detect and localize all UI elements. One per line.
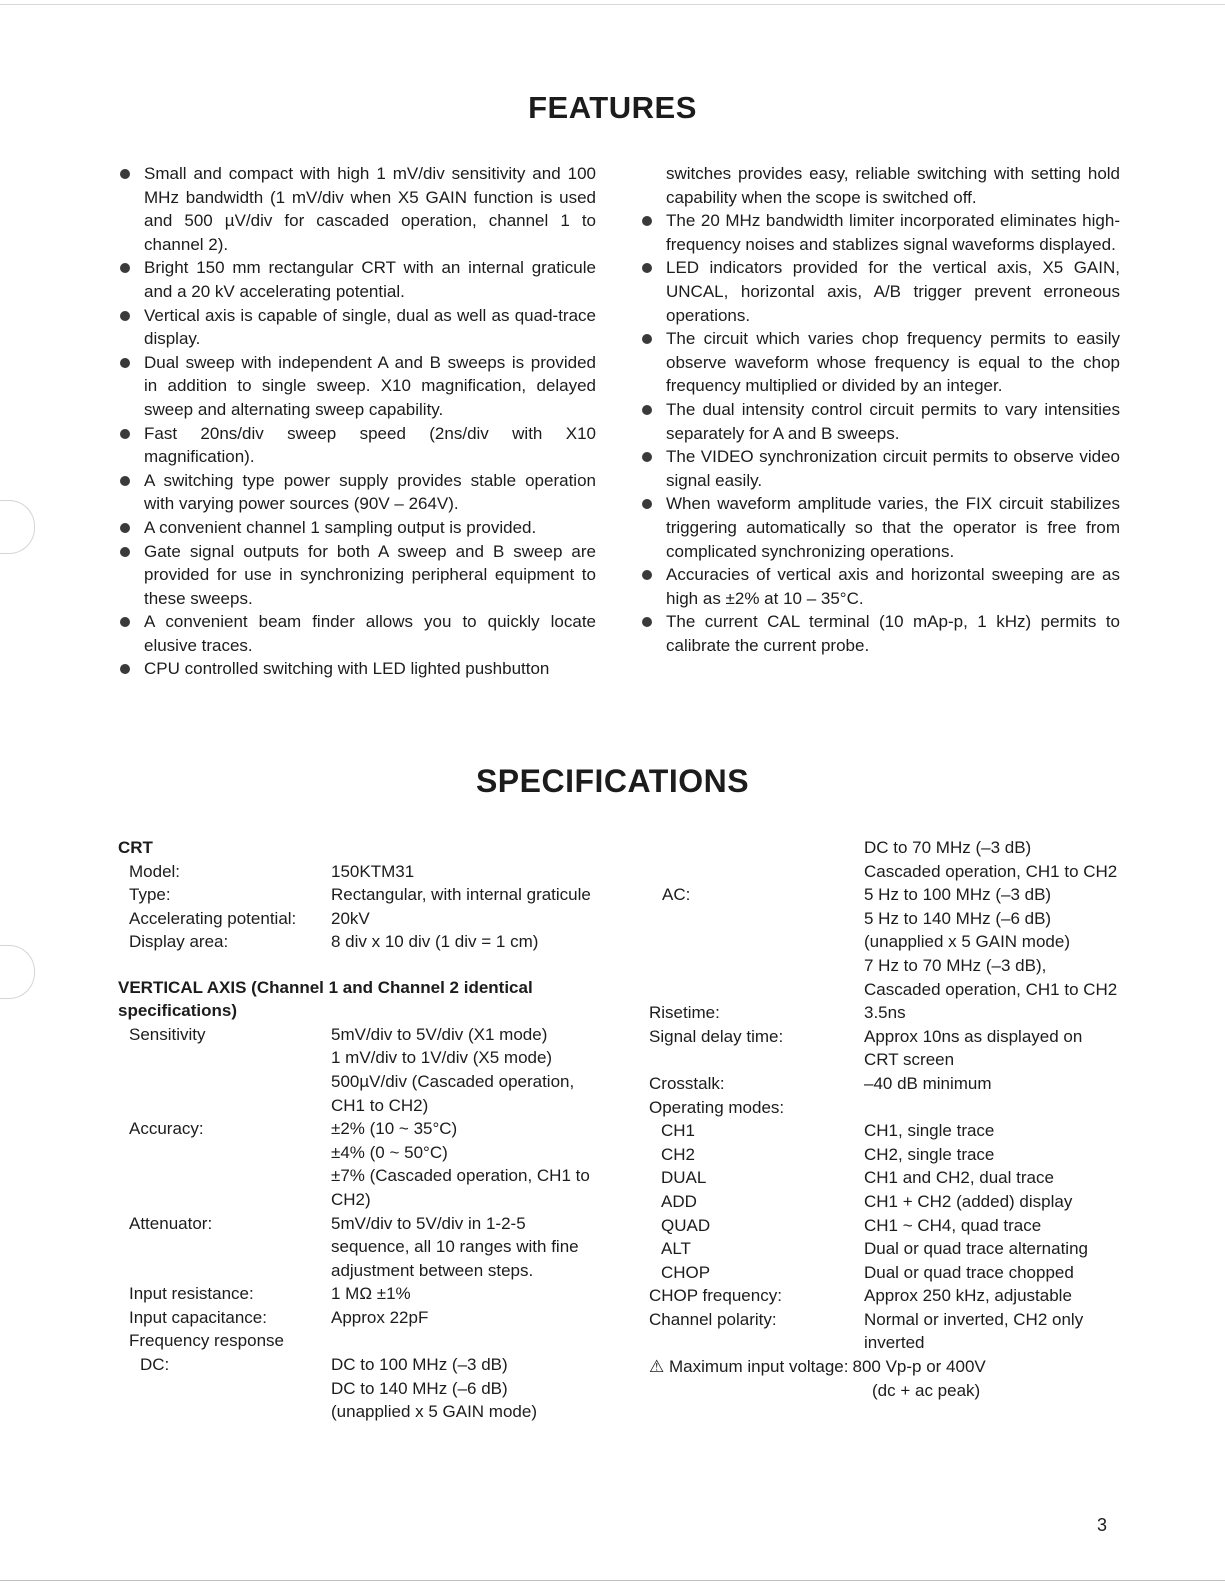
spec-label: Accelerating potential: <box>129 908 297 928</box>
spec-value: Approx 22pF <box>331 1307 429 1327</box>
spec-row-attenuator <box>118 1212 598 1283</box>
spec-row-accelerating <box>118 907 598 931</box>
mode-row <box>649 1190 1119 1214</box>
features-title: FEATURES <box>528 90 697 125</box>
binder-hole-mark <box>0 500 35 554</box>
specifications-title: SPECIFICATIONS <box>475 763 750 799</box>
spec-value: 5 Hz to 100 MHz (–3 dB) <box>864 885 1052 905</box>
mode-name: CH1 <box>661 1121 696 1141</box>
spec-value: 150KTM31 <box>331 861 415 881</box>
spec-value: 800 Vp-p or 400V <box>852 1357 986 1377</box>
spec-value: ±7% (Cascaded operation, CH1 to CH2) <box>331 1166 590 1209</box>
spec-value: Approx 10ns as displayed on CRT screen <box>864 1026 1083 1070</box>
mode-desc: CH1 and CH2, dual trace <box>864 1168 1054 1188</box>
spec-row-type <box>118 883 598 907</box>
mode-name: QUAD <box>661 1215 711 1235</box>
spec-row-chop-frequency <box>649 1284 1119 1308</box>
binder-hole-mark <box>0 945 35 999</box>
feature-item-continuation: switches provides easy, reliable switching with setting hold capability when the scope is switched off. <box>666 164 1120 207</box>
feature-item: Dual sweep with independent A and B sweeps is provided in addition to single sweep. X10 magnification, delayed sweep and alternating sweep capability. <box>118 351 596 422</box>
spec-value: Normal or inverted, CH2 only inverted <box>864 1309 1084 1353</box>
spec-label: AC: <box>662 885 691 905</box>
spec-row-channel-polarity <box>649 1308 1119 1355</box>
spec-row-operating-modes <box>649 1096 1119 1120</box>
crt-heading: CRT <box>118 838 153 857</box>
spec-value: 1 MΩ ±1% <box>331 1284 411 1304</box>
spec-value: 1 mV/div to 1V/div (X5 mode) <box>331 1048 553 1068</box>
spec-value: 500µV/div (Cascaded operation, CH1 to CH2) <box>331 1071 575 1115</box>
spec-row-risetime <box>649 1001 1119 1025</box>
mode-name: CHOP <box>661 1262 711 1282</box>
spec-label: Display area: <box>129 932 229 952</box>
spec-row-display-area <box>118 930 598 954</box>
spec-label: Risetime: <box>649 1003 720 1023</box>
feature-item: When waveform amplitude varies, the FIX circuit stabilizes triggering automatically so that the operator is free from complicated synchronizing operations. <box>640 492 1120 563</box>
spec-label: Type: <box>129 885 171 905</box>
spec-row-dc <box>118 1353 598 1424</box>
spec-row-crosstalk <box>649 1072 1119 1096</box>
spec-value: DC to 140 MHz (–6 dB) <box>331 1378 508 1398</box>
spec-value: ±4% (0 ~ 50°C) <box>331 1142 448 1162</box>
spec-label: Signal delay time: <box>649 1026 784 1046</box>
mode-desc: CH2, single trace <box>864 1144 995 1164</box>
feature-item: The circuit which varies chop frequency permits to easily observe waveform whose frequency is equal to the chop frequency multiplied or divided by an integer. <box>640 327 1120 398</box>
spec-value: 5mV/div to 5V/div (X1 mode) <box>331 1024 548 1044</box>
mode-name: ADD <box>661 1191 697 1211</box>
page-number: 3 <box>1097 1515 1108 1535</box>
mode-desc: Dual or quad trace chopped <box>864 1262 1074 1282</box>
mode-row <box>649 1261 1119 1285</box>
spec-label: ⚠ Maximum input voltage: <box>649 1357 849 1377</box>
spec-value: (dc + ac peak) <box>872 1380 981 1400</box>
spec-label: Operating modes: <box>649 1097 785 1117</box>
spec-label: Attenuator: <box>129 1213 213 1233</box>
mode-name: ALT <box>661 1239 691 1259</box>
spec-row-frequency-response <box>118 1329 598 1353</box>
spec-value: (unapplied x 5 GAIN mode) <box>864 932 1070 952</box>
spec-value: –40 dB minimum <box>864 1073 992 1093</box>
mode-name: CH2 <box>661 1144 696 1164</box>
features-left-column <box>118 162 596 681</box>
spec-row-input-capacitance <box>118 1306 598 1330</box>
spec-value: Rectangular, with internal graticule <box>331 885 591 905</box>
spec-row-ac <box>649 883 1119 1001</box>
mode-row <box>649 1237 1119 1261</box>
mode-row <box>649 1143 1119 1167</box>
feature-item: The current CAL terminal (10 mAp-p, 1 kHz) permits to calibrate the current probe. <box>640 610 1120 657</box>
feature-item: Bright 150 mm rectangular CRT with an internal graticule and a 20 kV accelerating potential. <box>118 256 596 303</box>
features-right-column <box>640 162 1120 657</box>
spec-value: DC to 70 MHz (–3 dB) <box>864 838 1032 857</box>
specifications-left-column <box>118 836 598 1424</box>
spec-value: 7 Hz to 70 MHz (–3 dB), Cascaded operation, CH1 to CH2 <box>864 955 1118 999</box>
feature-item: LED indicators provided for the vertical axis, X5 GAIN, UNCAL, horizontal axis, A/B trigger prevent erroneous operations. <box>640 256 1120 327</box>
mode-desc: CH1 ~ CH4, quad trace <box>864 1215 1042 1235</box>
mode-row <box>649 1166 1119 1190</box>
spec-value: Cascaded operation, CH1 to CH2 <box>864 861 1118 881</box>
spec-value: 20kV <box>331 908 370 928</box>
mode-desc: CH1, single trace <box>864 1121 995 1141</box>
spec-row-model <box>118 860 598 884</box>
spec-value: ±2% (10 ~ 35°C) <box>331 1119 458 1139</box>
specifications-right-column <box>649 836 1119 1402</box>
feature-item: Accuracies of vertical axis and horizontal sweeping are as high as ±2% at 10 – 35°C. <box>640 563 1120 610</box>
top-edge-line <box>0 4 1225 5</box>
mode-row <box>649 1119 1119 1143</box>
mode-desc: CH1 + CH2 (added) display <box>864 1191 1073 1211</box>
feature-item: The 20 MHz bandwidth limiter incorporated eliminates high-frequency noises and stablizes signal waveforms displayed. <box>640 209 1120 256</box>
spec-value: 5mV/div to 5V/div in 1-2-5 sequence, all 10 ranges with fine adjustment between steps. <box>331 1213 579 1280</box>
feature-item: A convenient channel 1 sampling output is provided. <box>118 516 596 540</box>
feature-item: A convenient beam finder allows you to quickly locate elusive traces. <box>118 610 596 657</box>
bottom-edge-line <box>0 1580 1225 1581</box>
spec-label: Model: <box>129 861 181 881</box>
feature-item: The VIDEO synchronization circuit permits to observe video signal easily. <box>640 445 1120 492</box>
spec-label: Crosstalk: <box>649 1073 725 1093</box>
spec-value: DC to 100 MHz (–3 dB) <box>331 1355 508 1375</box>
spec-row-input-resistance <box>118 1282 598 1306</box>
feature-item: Vertical axis is capable of single, dual as well as quad-trace display. <box>118 304 596 351</box>
spec-label: Channel polarity: <box>649 1309 777 1329</box>
spec-row-sensitivity <box>118 1023 598 1117</box>
spec-row-accuracy <box>118 1117 598 1211</box>
spec-row-signal-delay <box>649 1025 1119 1072</box>
spec-value: 3.5ns <box>864 1003 906 1023</box>
mode-desc: Dual or quad trace alternating <box>864 1239 1088 1259</box>
feature-item: CPU controlled switching with LED lighted pushbutton <box>118 657 596 681</box>
spec-label: Accuracy: <box>129 1119 204 1139</box>
spec-label: Sensitivity <box>129 1024 206 1044</box>
feature-item: A switching type power supply provides stable operation with varying power sources (90V – 264V). <box>118 469 596 516</box>
feature-item: Fast 20ns/div sweep speed (2ns/div with X10 magnification). <box>118 422 596 469</box>
feature-item: The dual intensity control circuit permits to vary intensities separately for A and B sweeps. <box>640 398 1120 445</box>
spec-value: (unapplied x 5 GAIN mode) <box>331 1402 537 1422</box>
vertical-axis-heading: VERTICAL AXIS (Channel 1 and Channel 2 identical specifications) <box>118 977 533 1021</box>
spec-label: Input resistance: <box>129 1284 254 1304</box>
spec-label: DC: <box>140 1355 170 1375</box>
spec-row-max-input-voltage <box>649 1355 1119 1379</box>
spec-label: Frequency response <box>129 1331 284 1351</box>
mode-name: DUAL <box>661 1168 707 1188</box>
spec-value: 5 Hz to 140 MHz (–6 dB) <box>864 908 1052 928</box>
spec-value: 8 div x 10 div (1 div = 1 cm) <box>331 932 539 952</box>
spec-label: CHOP frequency: <box>649 1286 782 1306</box>
feature-item: Gate signal outputs for both A sweep and B sweep are provided for use in synchronizing peripheral equipment to these sweeps. <box>118 540 596 611</box>
mode-row <box>649 1214 1119 1238</box>
feature-item: Small and compact with high 1 mV/div sensitivity and 100 MHz bandwidth (1 mV/div when X5 GAIN function is used and 500 µV/div for cascaded operation, channel 1 to channel 2). <box>118 162 596 256</box>
spec-label: Input capacitance: <box>129 1307 267 1327</box>
spec-value: Approx 250 kHz, adjustable <box>864 1286 1072 1306</box>
